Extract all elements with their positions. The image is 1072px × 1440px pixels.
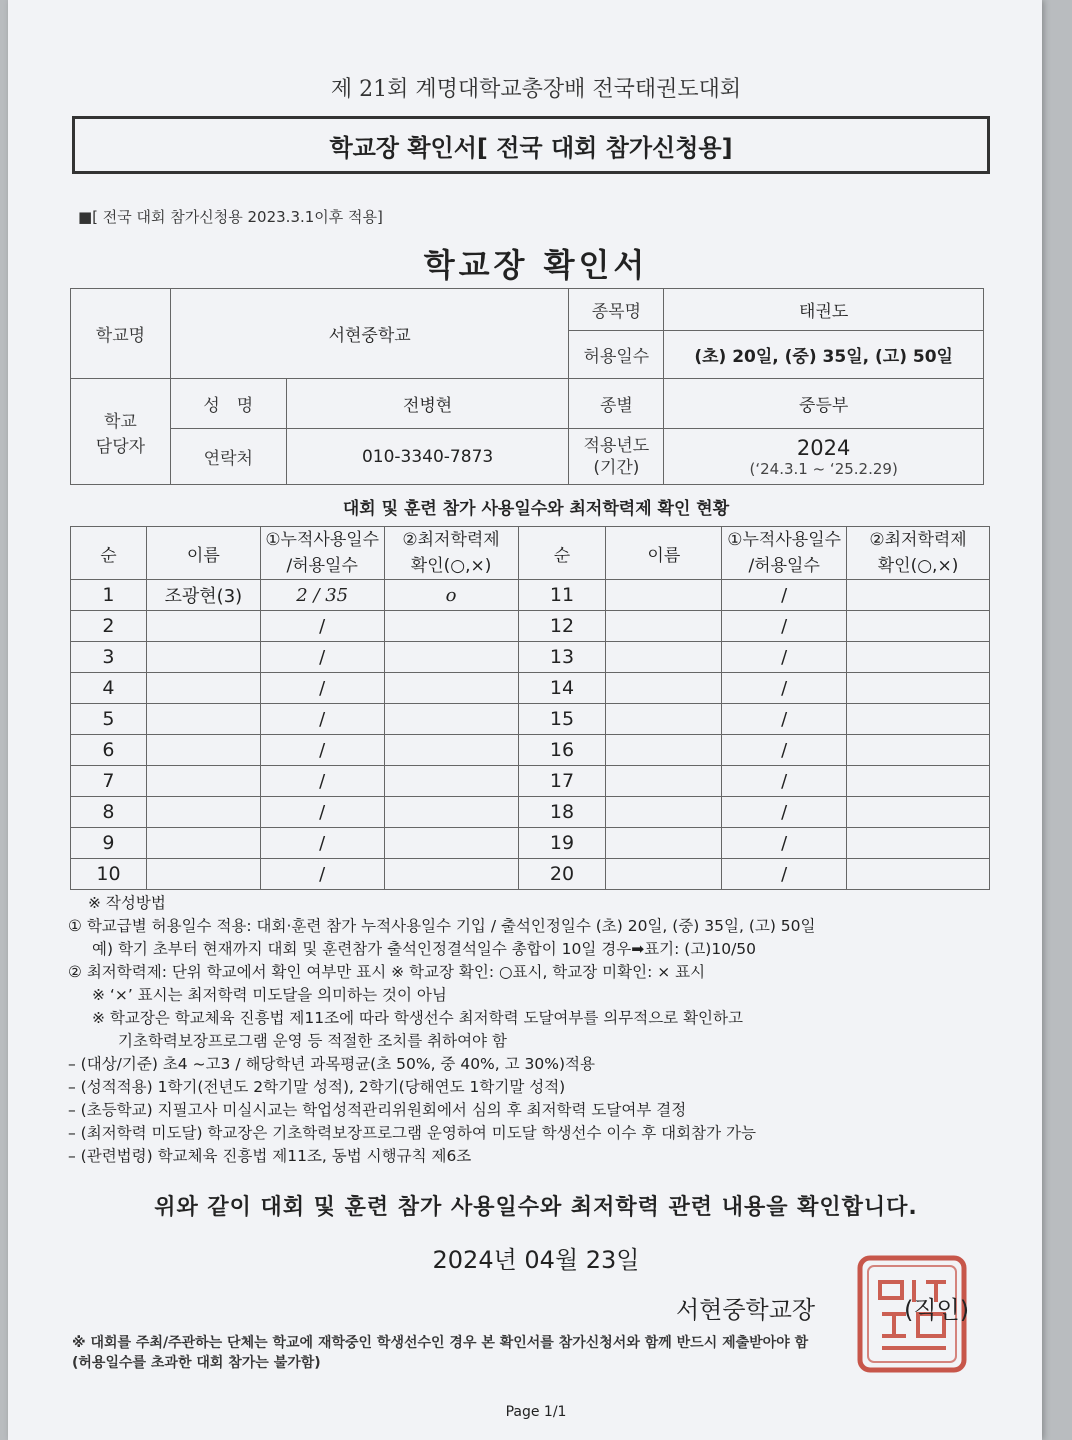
footer-note bbox=[72, 1333, 992, 1373]
row-name bbox=[146, 735, 260, 766]
row-days: / bbox=[722, 735, 847, 766]
row-number: 4 bbox=[71, 673, 147, 704]
row-min bbox=[847, 642, 990, 673]
row-min bbox=[847, 859, 990, 890]
table-row bbox=[71, 642, 990, 673]
row-min bbox=[384, 704, 518, 735]
row-min bbox=[847, 580, 990, 611]
row-number: 20 bbox=[518, 859, 606, 890]
row-min bbox=[847, 828, 990, 859]
row-name bbox=[606, 828, 722, 859]
row-number: 9 bbox=[71, 828, 147, 859]
roster-body bbox=[71, 580, 990, 890]
row-days: / bbox=[722, 859, 847, 890]
seal-label: (직인) bbox=[904, 1296, 970, 1324]
footer-line: ※ 대회를 주최/주관하는 단체는 학교에 재학중인 학생선수인 경우 본 확인서를 참가신청서와 함께 반드시 제출받아야 함 bbox=[72, 1335, 809, 1351]
school-value: 서현중학교 bbox=[170, 289, 569, 379]
instruction-line: – (대상/기준) 초4 ~고3 / 해당학년 과목평균(초 50%, 중 40%, 고 30%)적용 bbox=[68, 1055, 595, 1073]
row-name bbox=[146, 859, 260, 890]
row-number: 8 bbox=[71, 797, 147, 828]
row-days: / bbox=[722, 611, 847, 642]
instructions bbox=[68, 892, 1008, 1168]
row-number: 15 bbox=[518, 704, 606, 735]
instruction-line: ① 학교급별 허용일수 적용: 대회·훈련 참가 누적사용일수 기입 / 출석인정일수 (초) 20일, (중) 35일, (고) 50일 bbox=[68, 917, 816, 935]
row-number: 10 bbox=[71, 859, 147, 890]
row-days: / bbox=[722, 673, 847, 704]
row-number: 13 bbox=[518, 642, 606, 673]
row-days: / bbox=[260, 642, 384, 673]
row-min bbox=[847, 673, 990, 704]
contact-value: 010-3340-7873 bbox=[286, 429, 569, 485]
name-label: 성 명 bbox=[170, 379, 286, 429]
row-min bbox=[384, 766, 518, 797]
year-cell bbox=[664, 429, 984, 485]
row-number: 11 bbox=[518, 580, 606, 611]
header-box bbox=[72, 116, 990, 174]
row-min bbox=[847, 735, 990, 766]
row-min bbox=[847, 797, 990, 828]
row-min bbox=[384, 797, 518, 828]
instruction-line: ※ 작성방법 bbox=[88, 894, 166, 912]
sport-value: 태권도 bbox=[664, 289, 984, 331]
row-number: 7 bbox=[71, 766, 147, 797]
name-value: 전병현 bbox=[286, 379, 569, 429]
table-row bbox=[71, 611, 990, 642]
confirm-statement: 위와 같이 대회 및 훈련 참가 사용일수와 최저학력 관련 내용을 확인합니다. bbox=[154, 1195, 918, 1220]
col-no-header: 순 bbox=[71, 527, 147, 580]
row-name bbox=[606, 580, 722, 611]
row-days: / bbox=[260, 735, 384, 766]
row-name bbox=[606, 859, 722, 890]
row-days: / bbox=[260, 611, 384, 642]
table-row bbox=[71, 673, 990, 704]
row-name: 조광현(3) bbox=[146, 580, 260, 611]
contact-label: 연락처 bbox=[170, 429, 286, 485]
year-label: 적용년도 (기간) bbox=[569, 429, 664, 485]
row-days: / bbox=[722, 580, 847, 611]
roster-table bbox=[70, 526, 990, 890]
footer-line: (허용일수를 초과한 대회 참가는 불가함) bbox=[72, 1355, 321, 1371]
issue-date: 2024년 04월 23일 bbox=[432, 1246, 640, 1274]
instruction-line: – (최저학력 미도달) 학교장은 기초학력보장프로그램 운영하여 미도달 학생선수 이수 후 대회참가 가능 bbox=[68, 1124, 756, 1142]
info-table bbox=[70, 288, 984, 485]
instruction-line: – (성적적용) 1학기(전년도 2학기말 성적), 2학기(당해연도 1학기말 성적) bbox=[68, 1078, 566, 1096]
year-value: 2024 bbox=[796, 435, 851, 460]
row-name bbox=[606, 735, 722, 766]
instruction-line: ※ 학교장은 학교체육 진흥법 제11조에 따라 학생선수 최저학력 도달여부를 의무적으로 확인하고 bbox=[92, 1009, 743, 1027]
row-min: o bbox=[384, 580, 518, 611]
col-min-header: ②최저학력제 확인(○,×) bbox=[847, 527, 990, 580]
table-row bbox=[71, 766, 990, 797]
row-number: 17 bbox=[518, 766, 606, 797]
row-name bbox=[146, 828, 260, 859]
page-number: Page 1/1 bbox=[505, 1404, 567, 1420]
row-name bbox=[606, 766, 722, 797]
col-name-header: 이름 bbox=[606, 527, 722, 580]
row-days: / bbox=[722, 797, 847, 828]
row-number: 1 bbox=[71, 580, 147, 611]
col-days-header: ①누적사용일수 /허용일수 bbox=[722, 527, 847, 580]
row-days: / bbox=[260, 797, 384, 828]
instruction-line: 예) 학기 초부터 현재까지 대회 및 훈련참가 출석인정결석일수 총합이 10일 경우➡표기: (고)10/50 bbox=[92, 940, 757, 958]
contest-title: 제 21회 계명대학교총장배 전국태권도대회 bbox=[330, 77, 742, 102]
school-label: 학교명 bbox=[71, 289, 171, 379]
row-name bbox=[606, 673, 722, 704]
row-number: 19 bbox=[518, 828, 606, 859]
allow-value: (초) 20일, (중) 35일, (고) 50일 bbox=[664, 331, 984, 379]
row-min bbox=[384, 859, 518, 890]
row-days: / bbox=[260, 859, 384, 890]
row-days: / bbox=[260, 673, 384, 704]
row-number: 3 bbox=[71, 642, 147, 673]
row-number: 6 bbox=[71, 735, 147, 766]
table-row bbox=[71, 859, 990, 890]
row-days: / bbox=[722, 642, 847, 673]
row-days: / bbox=[260, 766, 384, 797]
row-number: 16 bbox=[518, 735, 606, 766]
row-number: 5 bbox=[71, 704, 147, 735]
allow-label: 허용일수 bbox=[569, 331, 664, 379]
row-min bbox=[847, 766, 990, 797]
form-subnote: ■[ 전국 대회 참가신청용 2023.3.1이후 적용] bbox=[78, 208, 383, 226]
row-name bbox=[146, 766, 260, 797]
row-number: 12 bbox=[518, 611, 606, 642]
row-name bbox=[606, 642, 722, 673]
row-min bbox=[384, 673, 518, 704]
table-row bbox=[71, 735, 990, 766]
row-days: / bbox=[260, 704, 384, 735]
row-days: / bbox=[722, 704, 847, 735]
col-min-header: ②최저학력제 확인(○,×) bbox=[384, 527, 518, 580]
row-name bbox=[146, 673, 260, 704]
row-min bbox=[384, 611, 518, 642]
row-min bbox=[384, 735, 518, 766]
row-name bbox=[146, 642, 260, 673]
instruction-line: – (관련법령) 학교체육 진흥법 제11조, 동법 시행규칙 제6조 bbox=[68, 1147, 472, 1165]
row-days: 2 / 35 bbox=[260, 580, 384, 611]
row-min bbox=[384, 828, 518, 859]
document-title: 학교장 확인서 bbox=[423, 246, 649, 284]
instruction-line: ※ ‘×’ 표시는 최저학력 미도달을 의미하는 것이 아님 bbox=[92, 986, 447, 1004]
row-name bbox=[606, 797, 722, 828]
row-number: 18 bbox=[518, 797, 606, 828]
year-period: (‘24.3.1 ~ ‘25.2.29) bbox=[749, 459, 898, 478]
col-name-header: 이름 bbox=[146, 527, 260, 580]
col-no-header: 순 bbox=[518, 527, 606, 580]
instruction-line: 기초학력보장프로그램 운영 등 적절한 조치를 취하여야 함 bbox=[118, 1032, 507, 1050]
division-value: 중등부 bbox=[664, 379, 984, 429]
manager-label: 학교 담당자 bbox=[71, 379, 171, 485]
row-min bbox=[847, 704, 990, 735]
table-row bbox=[71, 580, 990, 611]
row-days: / bbox=[260, 828, 384, 859]
row-name bbox=[606, 611, 722, 642]
header-box-text: 학교장 확인서[ 전국 대회 참가신청용] bbox=[329, 133, 733, 162]
table-row bbox=[71, 828, 990, 859]
row-days: / bbox=[722, 766, 847, 797]
instruction-line: ② 최저학력제: 단위 학교에서 확인 여부만 표시 ※ 학교장 확인: ○표시, 학교장 미확인: × 표시 bbox=[68, 963, 706, 981]
table-row bbox=[71, 797, 990, 828]
sport-label: 종목명 bbox=[569, 289, 664, 331]
row-min bbox=[847, 611, 990, 642]
list-caption: 대회 및 훈련 참가 사용일수와 최저학력제 확인 현황 bbox=[342, 499, 730, 519]
row-name bbox=[606, 704, 722, 735]
division-label: 종별 bbox=[569, 379, 664, 429]
principal-name: 서현중학교장 bbox=[676, 1296, 816, 1324]
row-days: / bbox=[722, 828, 847, 859]
table-row bbox=[71, 704, 990, 735]
col-days-header: ①누적사용일수 /허용일수 bbox=[260, 527, 384, 580]
instruction-line: – (초등학교) 지필고사 미실시교는 학업성적관리위원회에서 심의 후 최저학력 도달여부 결정 bbox=[68, 1101, 687, 1119]
row-number: 2 bbox=[71, 611, 147, 642]
row-number: 14 bbox=[518, 673, 606, 704]
row-min bbox=[384, 642, 518, 673]
row-name bbox=[146, 704, 260, 735]
row-name bbox=[146, 611, 260, 642]
row-name bbox=[146, 797, 260, 828]
